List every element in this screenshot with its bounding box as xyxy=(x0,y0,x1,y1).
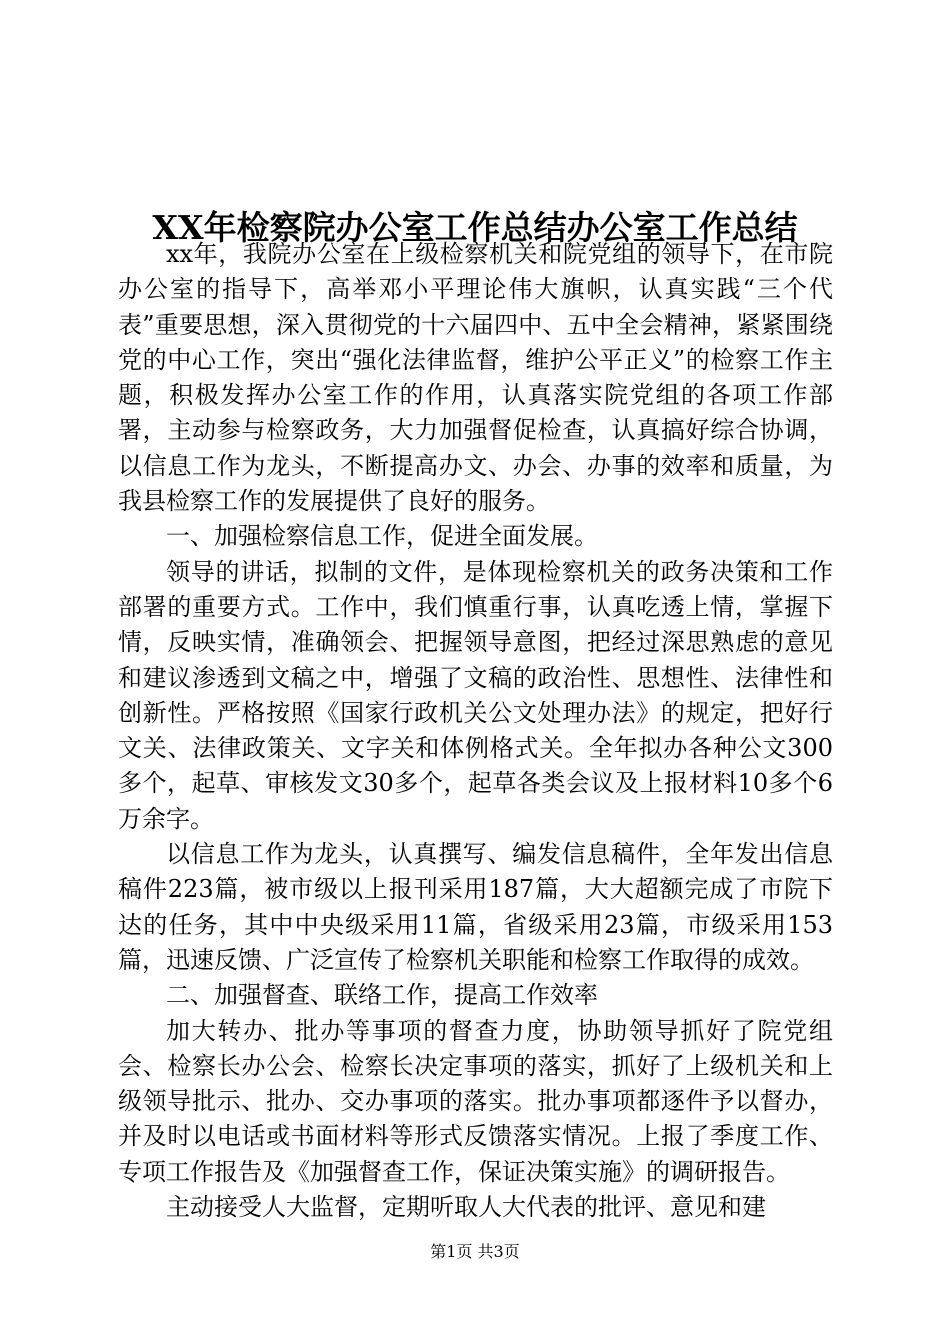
section-heading-2: 二、加强督查、联络工作，提高工作效率 xyxy=(166,981,598,1010)
paragraph-information: 以信息工作为龙头，认真撰写、编发信息稿件，全年发出信息稿件223篇，被市级以上报刊采用187篇，大大超额完成了市院下达的任务，其中中央级采用11篇，省级采用23篇，市级采用153篇，迅速反馈、广泛宣传了检察机关职能和检察工作取得的成效。 xyxy=(118,840,833,974)
document-body xyxy=(118,237,833,1225)
section-heading-1: 一、加强检察信息工作，促进全面发展。 xyxy=(166,522,598,551)
document-title: XX年检察院办公室工作总结办公室工作总结 xyxy=(152,208,798,248)
paragraph-supervision: 加大转办、批办等事项的督查力度，协助领导抓好了院党组会、检察长办公会、检察长决定事项的落实，抓好了上级机关和上级领导批示、批办、交办事项的落实。批办事项都逐件予以督办，并及时以电话或书面材料等形式反馈落实情况。上报了季度工作、专项工作报告及《加强督查工作，保证决策实施》的调研报告。 xyxy=(118,1016,833,1186)
paragraph-intro: xx年，我院办公室在上级检察机关和院党组的领导下，在市院办公室的指导下，高举邓小平理论伟大旗帜，认真实践“三个代表”重要思想，深入贯彻党的十六届四中、五中全会精神，紧紧围绕党的中心工作，突出“强化法律监督，维护公平正义”的检察工作主题，积极发挥办公室工作的作用，认真落实院党组的各项工作部署，主动参与检察政务，大力加强督促检查，认真搞好综合协调，以信息工作为龙头，不断提高办文、办会、办事的效率和质量，为我县检察工作的发展提供了良好的服务。 xyxy=(118,240,833,516)
paragraph-npc-supervision: 主动接受人大监督，定期听取人大代表的批评、意见和建 xyxy=(166,1193,766,1222)
paragraph-documents: 领导的讲话，拟制的文件，是体现检察机关的政务决策和工作部署的重要方式。工作中，我们慎重行事，认真吃透上情，掌握下情，反映实情，准确领会、把握领导意图，把经过深思熟虑的意见和建议渗透到文稿之中，增强了文稿的政治性、思想性、法律性和创新性。严格按照《国家行政机关公文处理办法》的规定，把好行文关、法律政策关、文字关和体例格式关。全年拟办各种公文300多个，起草、审核发文30多个，起草各类会议及上报材料10多个6万余字。 xyxy=(118,557,833,833)
page-number-footer: 第1页 共3页 xyxy=(430,1242,520,1261)
